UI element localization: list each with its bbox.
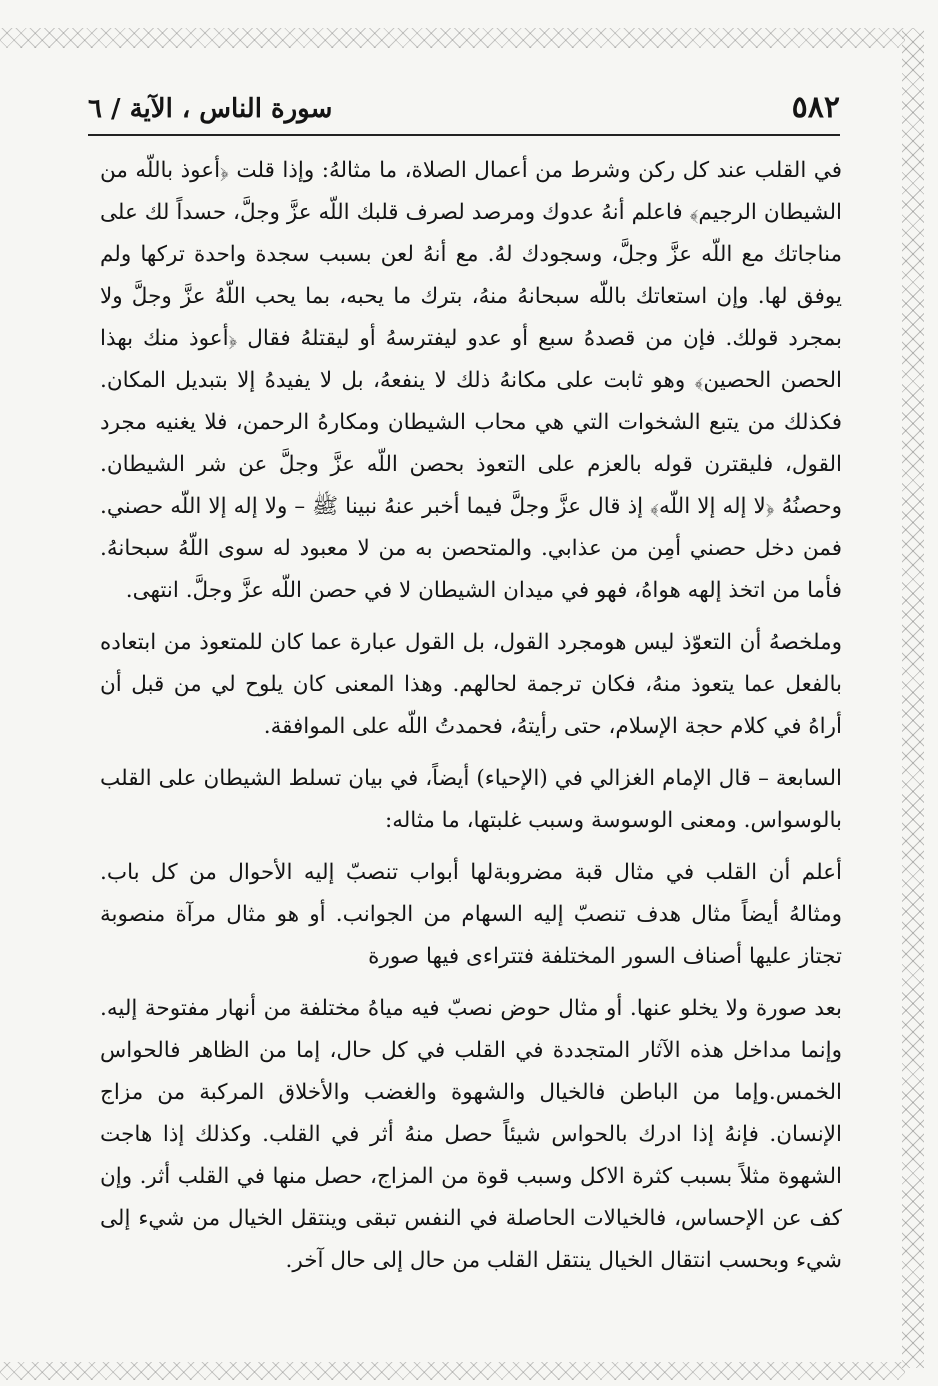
page-header bbox=[88, 88, 840, 132]
paragraph-summary: وملخصهُ أن التعوّذ ليس هومجرد القول، بل القول عبارة عما كان للمتعوذ من ابتعاده بالفعل عما يتعوذ منهُ، فكان ترجمة لحالهم. وهذا المعنى كان يلوح لي من قبل أن أراهُ في كلام حجة الإسلام، حتى رأيتهُ، فحمدتُ اللّه على الموافقة. bbox=[100, 630, 842, 739]
decorative-border-top bbox=[0, 28, 905, 48]
paragraph-seventh: السابعة – قال الإمام الغزالي في (الإحياء) أيضاً، في بيان تسلط الشيطان على القلب بالوسواس. ومعنى الوسوسة وسبب غلبتها، ما مثاله: bbox=[100, 766, 842, 833]
page-body bbox=[100, 150, 842, 1282]
decorative-border-bottom bbox=[0, 1362, 905, 1380]
paragraph-heart-analogy: أعلم أن القلب في مثال قبة مضروبةلها أبواب تنصبّ إليه الأحوال من كل باب. ومثالهُ أيضاً مثال هدف تنصبّ إليه السهام من الجوانب. أو هو مثال مرآة منصوبة تجتاز عليها أصناف السور المختلفة فتتراءى فيها صورة bbox=[100, 860, 842, 969]
page-number: ٥٨٢ bbox=[791, 90, 840, 125]
paragraph-heart-influences: بعد صورة ولا يخلو عنها. أو مثال حوض نصبّ فيه مياهُ مختلفة من أنهار مفتوحة إليه. وإنما مداخل هذه الآثار المتجددة في القلب في كل حال، إما من الظاهر فالحواس الخمس.وإما من الباطن فالخيال والشهوة والغضب والأخلاق المركبة من مزاج الإنسان. فإنهُ إذا ادرك بالحواس شيئاً حصل منهُ أثر في القلب. وكذلك إذا هاجت الشهوة مثلاً بسبب كثرة الاكل وسبب قوة من المزاج، حصل منها في القلب أثر. وإن كف عن الإحساس، فالخيالات الحاصلة في النفس تبقى وينتقل الخيال من شيء إلى شيء وبحسب انتقال الخيال ينتقل القلب من حال إلى حال آخر. bbox=[100, 996, 842, 1273]
running-title: سورة الناس ، الآية / ٦ bbox=[88, 94, 333, 124]
paragraph-quote: في القلب عند كل ركن وشرط من أعمال الصلاة، ما مثالهُ: وإذا قلت ﴿أعوذ باللّه من الشيطان الرجيم﴾ فاعلم أنهُ عدوك ومرصد لصرف قلبك اللّه عزَّ وجلَّ، حسداً لك على مناجاتك مع اللّه عزَّ وجلَّ، وسجودك لهُ. مع أنهُ لعن بسبب سجدة واحدة تركها ولم يوفق لها. وإن استعاتك باللّه سبحانهُ منهُ، بترك ما يحبه، بما يحب اللّهُ عزَّ وجلَّ ولا بمجرد قولك. فإن من قصدهُ سبع أو عدو ليفترسهُ أو ليقتلهُ فقال ﴿أعوذ منك بهذا الحصن الحصين﴾ وهو ثابت على مكانهُ ذلك لا ينفعهُ، بل لا يفيدهُ إلا بتبديل المكان. فكذلك من يتبع الشخوات التي هي محاب الشيطان ومكارهُ الرحمن، فلا يغنيه مجرد القول، فليقترن قوله بالعزم على التعوذ بحصن اللّه عزَّ وجلَّ عن شر الشيطان. وحصنُهُ ﴿لا إله إلا اللّه﴾ إذ قال عزَّ وجلَّ فيما أخبر عنهُ نبينا ﷺ – ولا إله إلا اللّه حصني. فمن دخل حصني أمِن من عذابي. والمتحصن به من لا معبود له سوى اللّهُ سبحانهُ. فأما من اتخذ إلهه هواهُ، فهو في ميدان الشيطان لا في حصن اللّه عزَّ وجلَّ. انتهى. bbox=[100, 158, 842, 603]
decorative-border-right bbox=[902, 28, 924, 1368]
header-rule bbox=[88, 134, 840, 136]
